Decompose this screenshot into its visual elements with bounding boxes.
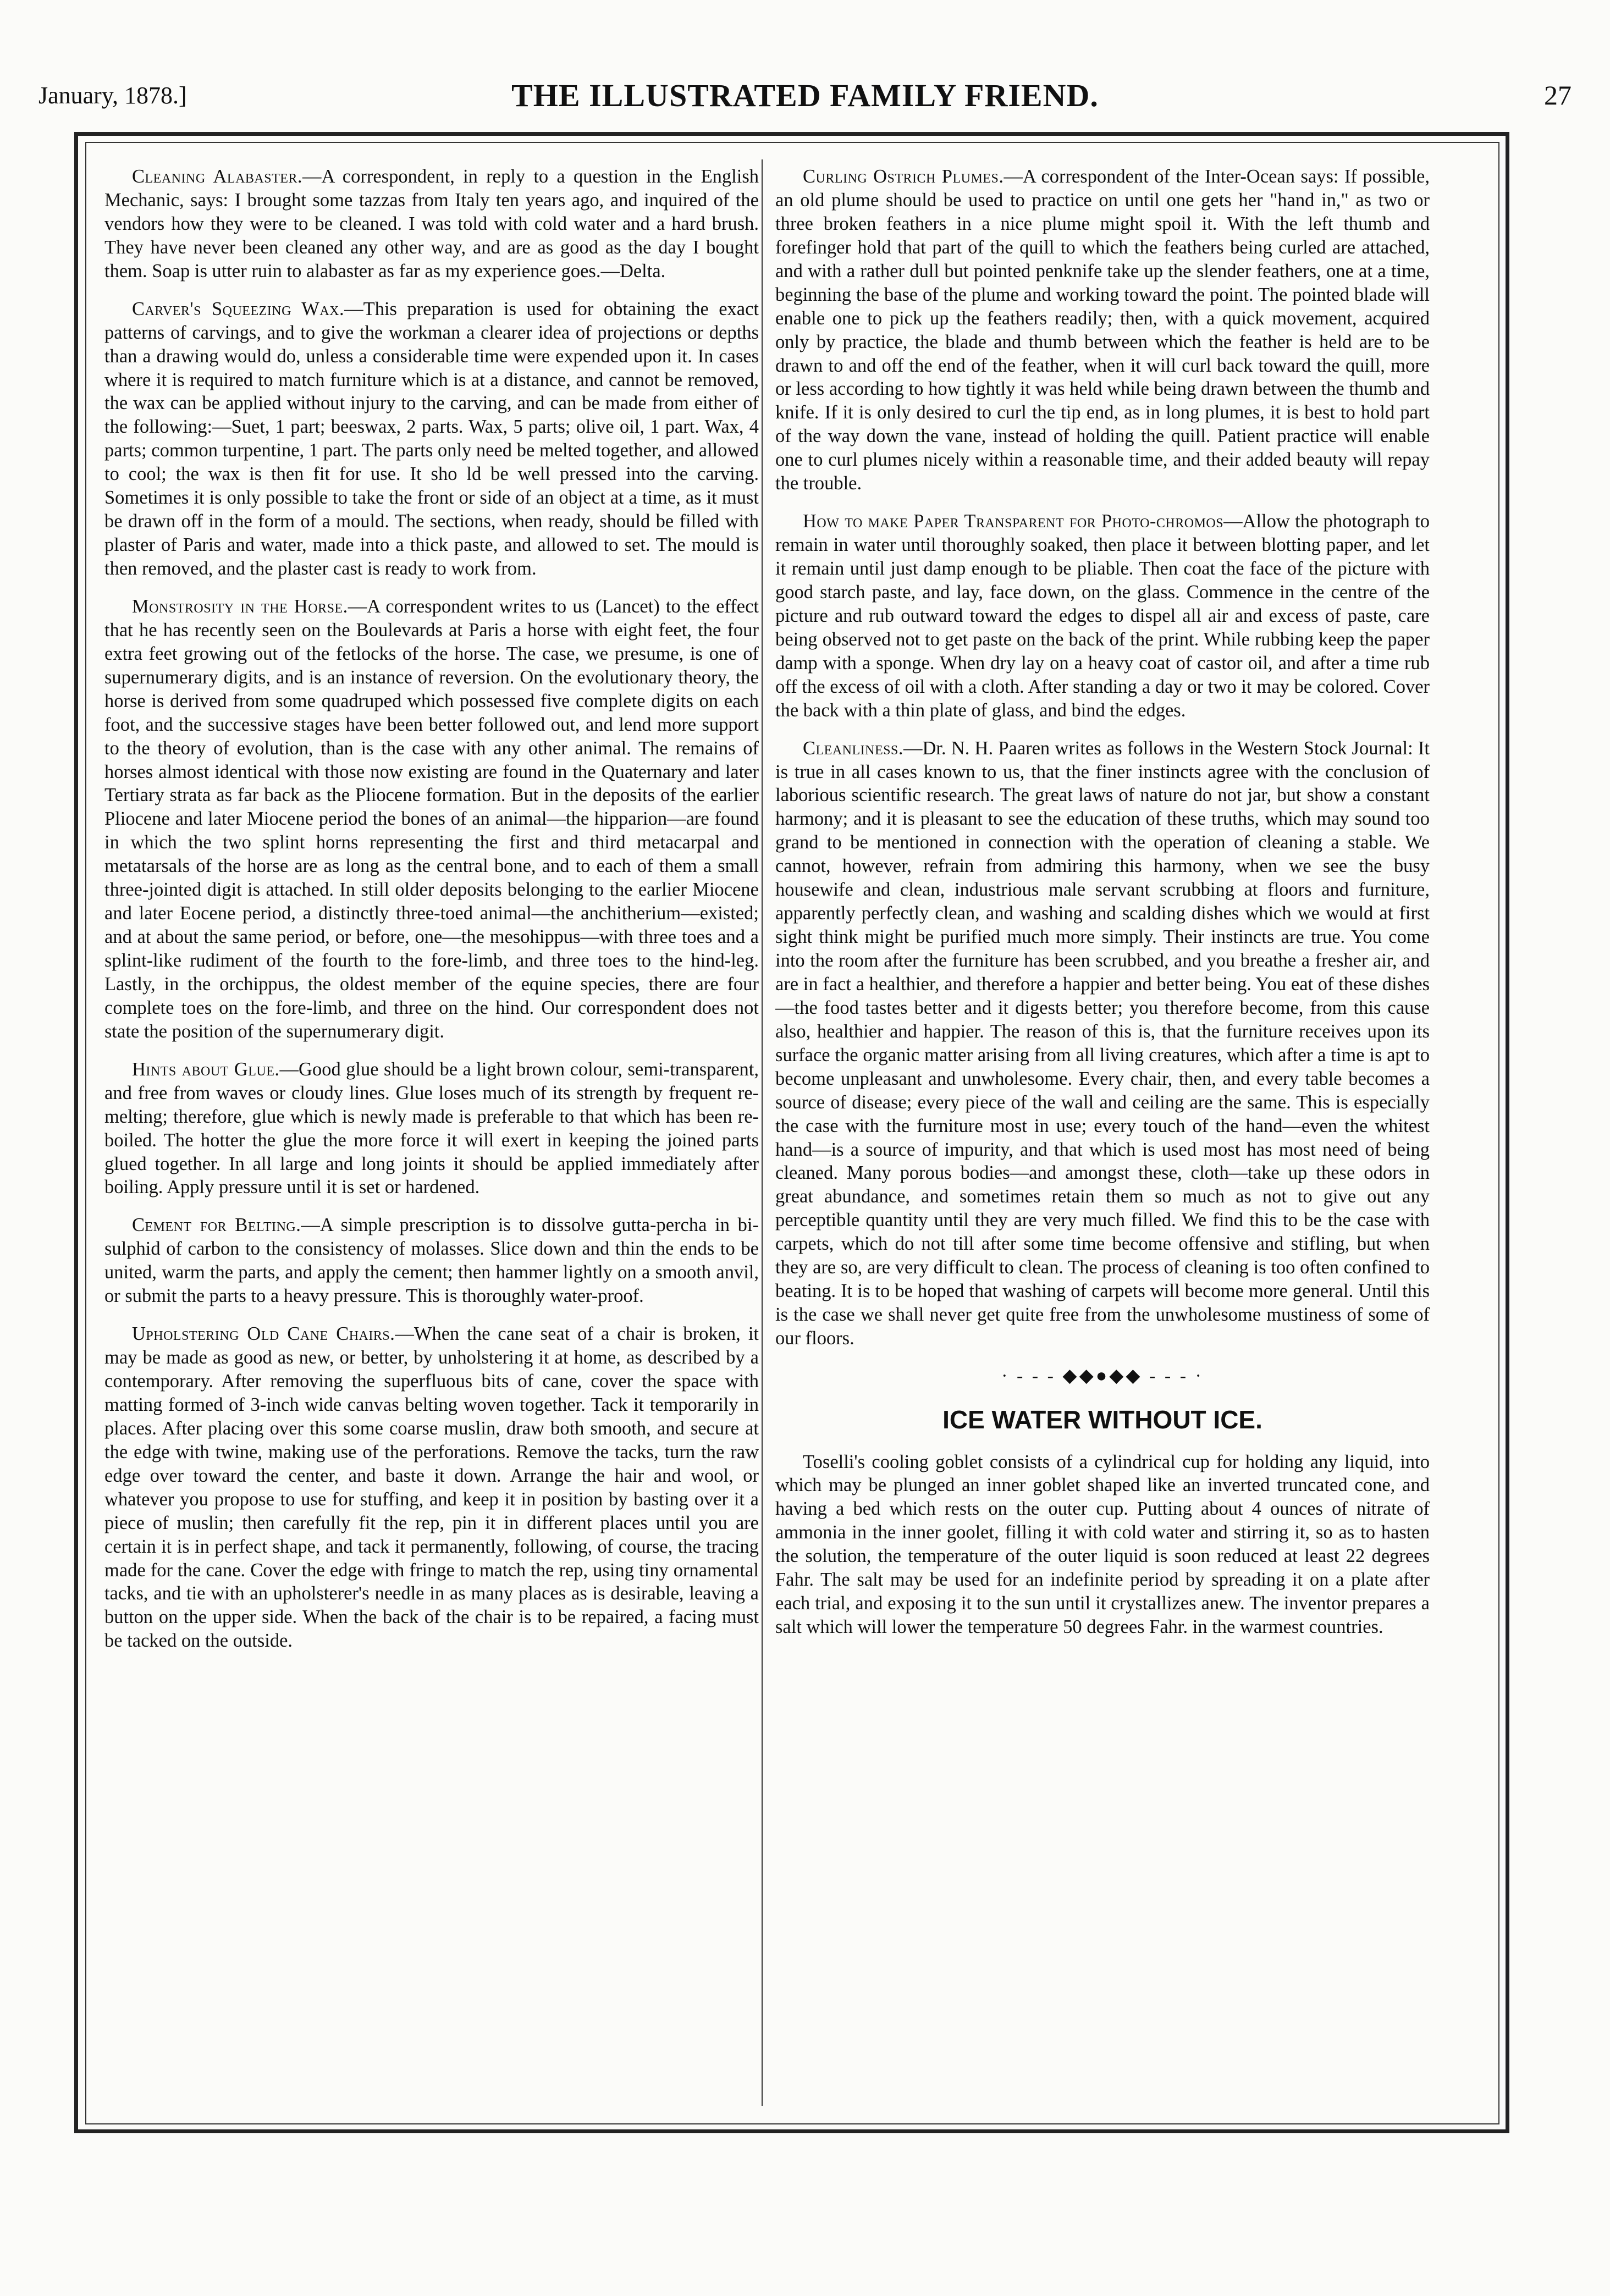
article-cleaning-alabaster bbox=[104, 165, 759, 283]
article-heading: Cleanliness. bbox=[803, 737, 903, 759]
article-heading: Cement for Belting. bbox=[132, 1215, 301, 1236]
article-heading: Cleaning Alabaster. bbox=[132, 166, 303, 187]
article-heading: Hints about Glue. bbox=[132, 1058, 280, 1080]
running-head bbox=[38, 77, 1572, 126]
article-heading: Upholstering Old Cane Chairs. bbox=[132, 1323, 395, 1345]
article-paper-transparent bbox=[775, 510, 1430, 722]
article-body: —A correspondent, in reply to a question in the English Mechanic, says: I brought some tazzas from Italy ten years ago, and inquired of the vendors how they were to be cleaned. I was told with cold water and a hard brush. They have never been cleaned any other way, and are as good as the day I bought them. Soap is utter ruin to alabaster as far as my experience goes.—Delta. bbox=[104, 166, 759, 282]
article-body: —Allow the photograph to remain in water until thoroughly soaked, then place it between blotting paper, and let it remain until just damp enough to be pliable. Then coat the face of the picture with good starch paste, and lay, face down, on the glass. Commence in the centre of the picture and rub outward toward the edges to dispel all air and excess of paste, care being observed not to get paste on the back of the print. While rubbing keep the paper damp with a sponge. When dry lay on a heavy coat of castor oil, and after a time rub off the excess of oil with a cloth. After standing a day or two it may be colored. Cover the back with a thin plate of glass, and bind the edges. bbox=[775, 511, 1430, 721]
feature-body: Toselli's cooling goblet consists of a cylindrical cup for holding any liquid, into which may be plunged an inner goblet shaped like an inverted truncated cone, and having a bed which rests on the outer cup. Putting about 4 ounces of nitrate of ammonia in the inner goolet, filling it with cold water and stirring it, so as to hasten the solution, the temperature of the outer liquid is soon reduced at least 22 degrees Fahr. The salt may be used for an indefinite period by spreading it on a plate after each trial, and exposing it to the sun until it crystallizes anew. The inventor prepares a salt which will lower the temperature 50 degrees Fahr. in the warmest countries. bbox=[775, 1451, 1430, 1638]
article-cleanliness bbox=[775, 737, 1430, 1350]
article-body: —A simple prescription is to dissolve gutta-percha in bi-sulphid of carbon to the consistency of molasses. Slice down and thin the ends to be united, warm the parts, and apply the cement; then hammer lightly on a smooth anvil, or submit the parts to a heavy pressure. This is thoroughly water-proof. bbox=[104, 1215, 759, 1307]
article-cement-belting bbox=[104, 1213, 759, 1308]
article-ostrich-plumes bbox=[775, 165, 1430, 495]
left-column bbox=[104, 165, 759, 2106]
ornament-divider: · - - - ◆◆●◆◆ - - - · bbox=[1001, 1365, 1204, 1386]
article-body: —Dr. N. H. Paaren writes as follows in the Western Stock Journal: It is true in all cases known to us, that the finer instincts agree with the conclusion of laborious scientific research. The great laws of nature do not jar, but show a constant harmony; and it is pleasant to see the education of these truths, which may sound too grand to be mentioned in connection with the operation of cleaning a stable. We cannot, however, refrain from admiring this harmony, when we see the busy housewife and clean, industrious male servant scrubbing at floors and furniture, apparently perfectly clean, and washing and scalding dishes which we would at first sight think might be purified much more simply. Their instincts are true. You come into the room after the furniture has been scrubbed, and you breathe a fresher air, and are in fact a healthier, and therefore a happier and better being. You eat of these dishes—the food tastes better and it digests better; you therefore become, from this cause also, healthier and happier. The reason of this is, that the furniture receives upon its surface the organic matter arising from all living creatures, which after a time is apt to become unpleasant and unwholesome. Every chair, then, and every table becomes a source of disease; every piece of the wall and ceiling are the same. This is especially the case with the furniture most in use; every touch of the hand—even the whitest hand—is a source of impurity, and that which is used most has most need of being cleaned. Many porous bodies—and amongst these, cloth—take up these odors in great abundance, and sometimes retain them so much as not to give out any perceptible quantity until they are very much filled. We find this to be the case with carpets, which do not till after some time become offensive and stifling, but when they are so, are very difficult to clean. The process of cleaning is too often confined to beating. It is to be hoped that washing of carpets will become more general. Until this is the case we shall never get quite free from the unwholesome mustiness of some of our floors. bbox=[775, 737, 1430, 1349]
right-column bbox=[775, 165, 1430, 2106]
article-heading: Carver's Squeezing Wax. bbox=[132, 298, 345, 319]
article-body: —A correspondent writes to us (Lancet) to the effect that he has recently seen on the Boulevards at Paris a horse with eight feet, the four extra feet growing out of the fetlocks of the horse. The case, we presume, is one of supernumerary digits, and is an instance of reversion. On the evolutionary theory, the horse is derived from some quadruped which possessed five complete digits on each foot, and the successive stages have been better followed out, and lend more support to the theory of evolution, than is the case with any other animal. The remains of horses almost identical with those now existing are found in the Quaternary and later Tertiary strata as far back as the Pliocene formation. But in the deposits of the earlier Pliocene and later Miocene period the bones of an animal—the hipparion—are found in which the two splint horns representing the first and third metacarpal and metatarsals of the horse are as long as the central bone, and to each of them a small three-jointed digit is attached. In still older deposits belonging to the earlier Miocene and later Eocene period, a distinctly three-toed animal—the anchitherium—existed; and at about the same period, or before, one—the mesohippus—with three toes and a splint-like rudiment of the fourth to the fore-limb, and three toes to the hind-leg. Lastly, in the orchippus, the oldest member of the equine species, there are four complete toes on the fore-limb, and three on the hind. Our correspondent does not state the position of the supernumerary digit. bbox=[104, 595, 759, 1042]
article-hints-glue bbox=[104, 1058, 759, 1200]
page-number: 27 bbox=[1544, 80, 1572, 111]
article-heading: Curling Ostrich Plumes. bbox=[803, 166, 1004, 187]
article-ice-water bbox=[775, 1450, 1430, 1640]
publication-title: THE ILLUSTRATED FAMILY FRIEND. bbox=[511, 78, 1099, 113]
feature-title: ICE WATER WITHOUT ICE. bbox=[942, 1405, 1262, 1434]
article-body: —This preparation is used for obtaining the exact patterns of carvings, and to give the workman a clearer idea of projections or depths than a drawing would do, unless a considerable time were expended upon it. In cases where it is required to match furniture which is at a distance, and cannot be removed, the wax can be applied without injury to the carving, and can be made from either of the following:—Suet, 1 part; beeswax, 2 parts. Wax, 5 parts; olive oil, 1 part. Wax, 4 parts; common turpentine, 1 part. The parts only need be melted together, and allowed to cool; the wax is then fit for use. It sho ld be well pressed into the carving. Sometimes it is only possible to take the front or side of an object at a time, as it must be drawn off in the form of a mould. The sections, when ready, should be filled with plaster of Paris and water, made into a thick paste, and allowed to set. The mould is then removed, and the plaster cast is ready to work from. bbox=[104, 298, 759, 579]
article-heading: Monstrosity in the Horse. bbox=[132, 595, 348, 617]
issue-date: January, 1878.] bbox=[38, 82, 187, 109]
article-body: —Good glue should be a light brown colour, semi-transparent, and free from waves or cloudy lines. Glue loses much of its strength by frequent re-melting; therefore, glue which is newly made is preferable to that which has been re-boiled. The hotter the glue the more force it will exert in keeping the joined parts glued together. In all large and long joints it should be applied immediately after boiling. Apply pressure until it is set or hardened. bbox=[104, 1058, 759, 1198]
article-cane-chairs bbox=[104, 1322, 759, 1653]
article-body: —When the cane seat of a chair is broken, it may be made as good as new, or better, by unholstering it at home, as described by a contemporary. After removing the superfluous bits of cane, cover the space with matting formed of 3-inch wide canvas belting woven together. Tack it temporarily in places. After placing over this some coarse muslin, draw both smooth, and secure at the edge with twine, making use of the perforations. Remove the tacks, turn the raw edge over toward the center, and baste it down. Arrange the hair and wool, or whatever you propose to use for stuffing, and keep it in position by basting over it a piece of muslin; then carefully fit the rep, pin it in different places until you are certain it is in perfect shape, and tack it permanently, following, of course, the tracing made for the cane. Cover the edge with fringe to match the rep, using tiny ornamental tacks, and tie with an upholsterer's needle in as many places as is desirable, leaving a button on the upper side. When the back of the chair is to be repaired, a facing must be tacked on the outside. bbox=[104, 1323, 759, 1652]
article-monstrosity-horse bbox=[104, 595, 759, 1044]
article-carvers-wax bbox=[104, 297, 759, 581]
column-divider bbox=[762, 159, 763, 2106]
article-body: —A correspondent of the Inter-Ocean says: If possible, an old plume should be used to practice on until one gets her "hand in," as two or three broken feathers in a nice plume might spoil it. With the left thumb and forefinger hold that part of the quill to which the feathers being curled are attached, and with a rather dull but pointed penknife take up the slender feathers, one at a time, beginning the base of the plume and working toward the point. The pointed blade will enable one to pick up the feathers readily; then, with a quick movement, acquired only by practice, the blade and thumb between which the feather is held are to be drawn to and off the end of the feather, when it will curl back toward the quill, more or less according to how tightly it was held while being drawn between the thumb and knife. If it is only desired to curl the tip end, as in long plumes, it is best to hold part of the way down the vane, instead of holding the quill. Patient practice will enable one to curl plumes nicely within a reasonable time, and their added beauty will repay the trouble. bbox=[775, 166, 1430, 494]
article-heading: How to make Paper Transparent for Photo-chromos bbox=[803, 511, 1224, 532]
